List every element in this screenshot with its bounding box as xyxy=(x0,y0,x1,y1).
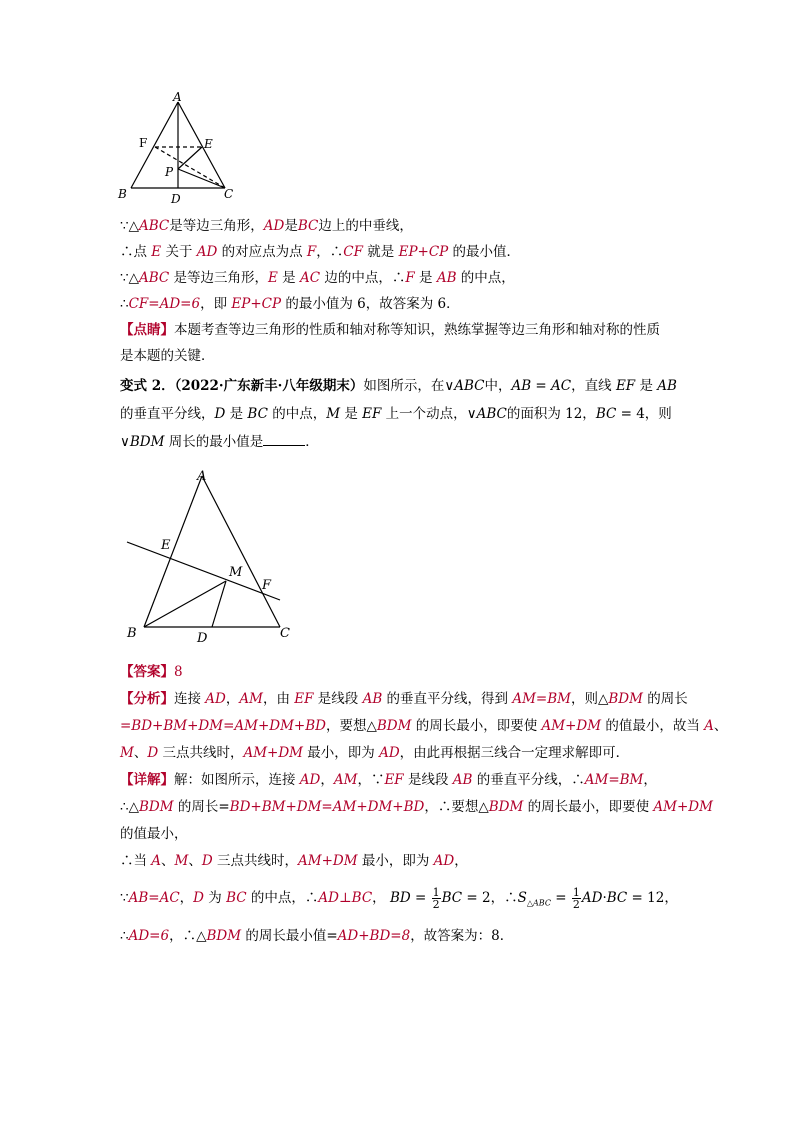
line-EF xyxy=(127,542,280,600)
segment-EP xyxy=(178,147,202,169)
segment-AC xyxy=(178,102,225,188)
segment-PC xyxy=(178,169,225,188)
label-D: D xyxy=(197,631,208,646)
label-C: C xyxy=(224,187,234,201)
label-F: F xyxy=(262,578,272,593)
text-line-16: 的值最小， xyxy=(120,826,188,842)
text-line-18-formula: ∵AB=AC，D 为 BC 的中点，∴AD⊥BC， BD = $\frac{1}{2}$ BC = 2，$\therefore S_{\triangle ABC}$ = $\frac{1}{2}$ AD·BC = 12， xyxy=(120,886,678,911)
label-A: A xyxy=(173,90,182,104)
answer-blank xyxy=(263,433,305,446)
text-line-4: ∴CF=AD=6，即 EP+CP 的最小值为 6，故答案为 6． xyxy=(120,296,460,312)
text-line-1: ∵△ABC是等边三角形，AD是BC边上的中垂线， xyxy=(120,218,413,234)
text-line-13: M、D 三点共线时，AM+DM 最小，即为 AD，由此再根据三线合一定理求解即可． xyxy=(120,745,630,761)
label-A: A xyxy=(197,469,207,484)
text-line-6: 是本题的关键． xyxy=(120,348,215,364)
label-B: B xyxy=(118,187,127,201)
text-line-11-analysis: 【分析】连接 AD，AM，由 EF 是线段 AB 的垂直平分线，得到 AM=BM，则△BDM 的周长 xyxy=(120,691,688,707)
text-line-14-details: 【详解】解：如图所示，连接 AD，AM，∵EF 是线段 AB 的垂直平分线，∴AM=BM， xyxy=(120,772,657,788)
text-line-9: ∨BDM 周长的最小值是 ． xyxy=(120,434,319,450)
text-line-3: ∵△ABC 是等边三角形，E 是 AC 边的中点，∴F 是 AB 的中点， xyxy=(120,270,515,286)
text-line-8: 的垂直平分线，D 是 BC 的中点，M 是 EF 上一个动点，∨ABC的面积为 12，BC = 4，则 xyxy=(120,406,672,422)
figure-2-triangle-with-bisector xyxy=(115,462,295,650)
text-line-2: ∴点 E 关于 AD 的对应点为点 F，∴CF 就是 EP+CP 的最小值． xyxy=(120,244,521,260)
text-line-17: ∴当 A、M、D 三点共线时，AM+DM 最小，即为 AD， xyxy=(120,853,468,869)
segment-AC xyxy=(202,476,280,627)
fraction-one-half: $\frac{1}{2}$ xyxy=(432,886,440,911)
label-C: C xyxy=(280,626,290,641)
fraction-one-half-2: $\frac{1}{2}$ xyxy=(572,886,580,911)
text-line-10-answer: 【答案】8 xyxy=(120,664,183,680)
label-F: F xyxy=(139,136,148,150)
label-E: E xyxy=(161,538,171,553)
text-line-19: ∴AD=6，∴△BDM 的周长最小值=AD+BD=8，故答案为：8． xyxy=(120,928,514,944)
label-D: D xyxy=(171,192,181,206)
figure-1-equilateral-triangle xyxy=(115,90,245,208)
label-E: E xyxy=(204,137,213,151)
label-M: M xyxy=(229,565,243,580)
label-B: B xyxy=(127,626,137,641)
label-P: P xyxy=(165,165,174,179)
text-line-15: ∴△BDM 的周长=BD+BM+DM=AM+DM+BD，∴要想△BDM 的周长最小，即要使 AM+DM xyxy=(120,799,713,815)
text-line-5-key-point: 【点睛】本题考查等边三角形的性质和轴对称等知识，熟练掌握等边三角形和轴对称的性质 xyxy=(120,322,660,338)
text-line-12: =BD+BM+DM=AM+DM+BD，要想△BDM 的周长最小，即要使 AM+DM 的值最小，故当 A、 xyxy=(120,718,728,734)
text-line-7-variant-title: 变式 2．（2022·广东新丰·八年级期末）如图所示，在∨ABC中，AB = AC，直线 EF 是 AB xyxy=(120,378,677,394)
